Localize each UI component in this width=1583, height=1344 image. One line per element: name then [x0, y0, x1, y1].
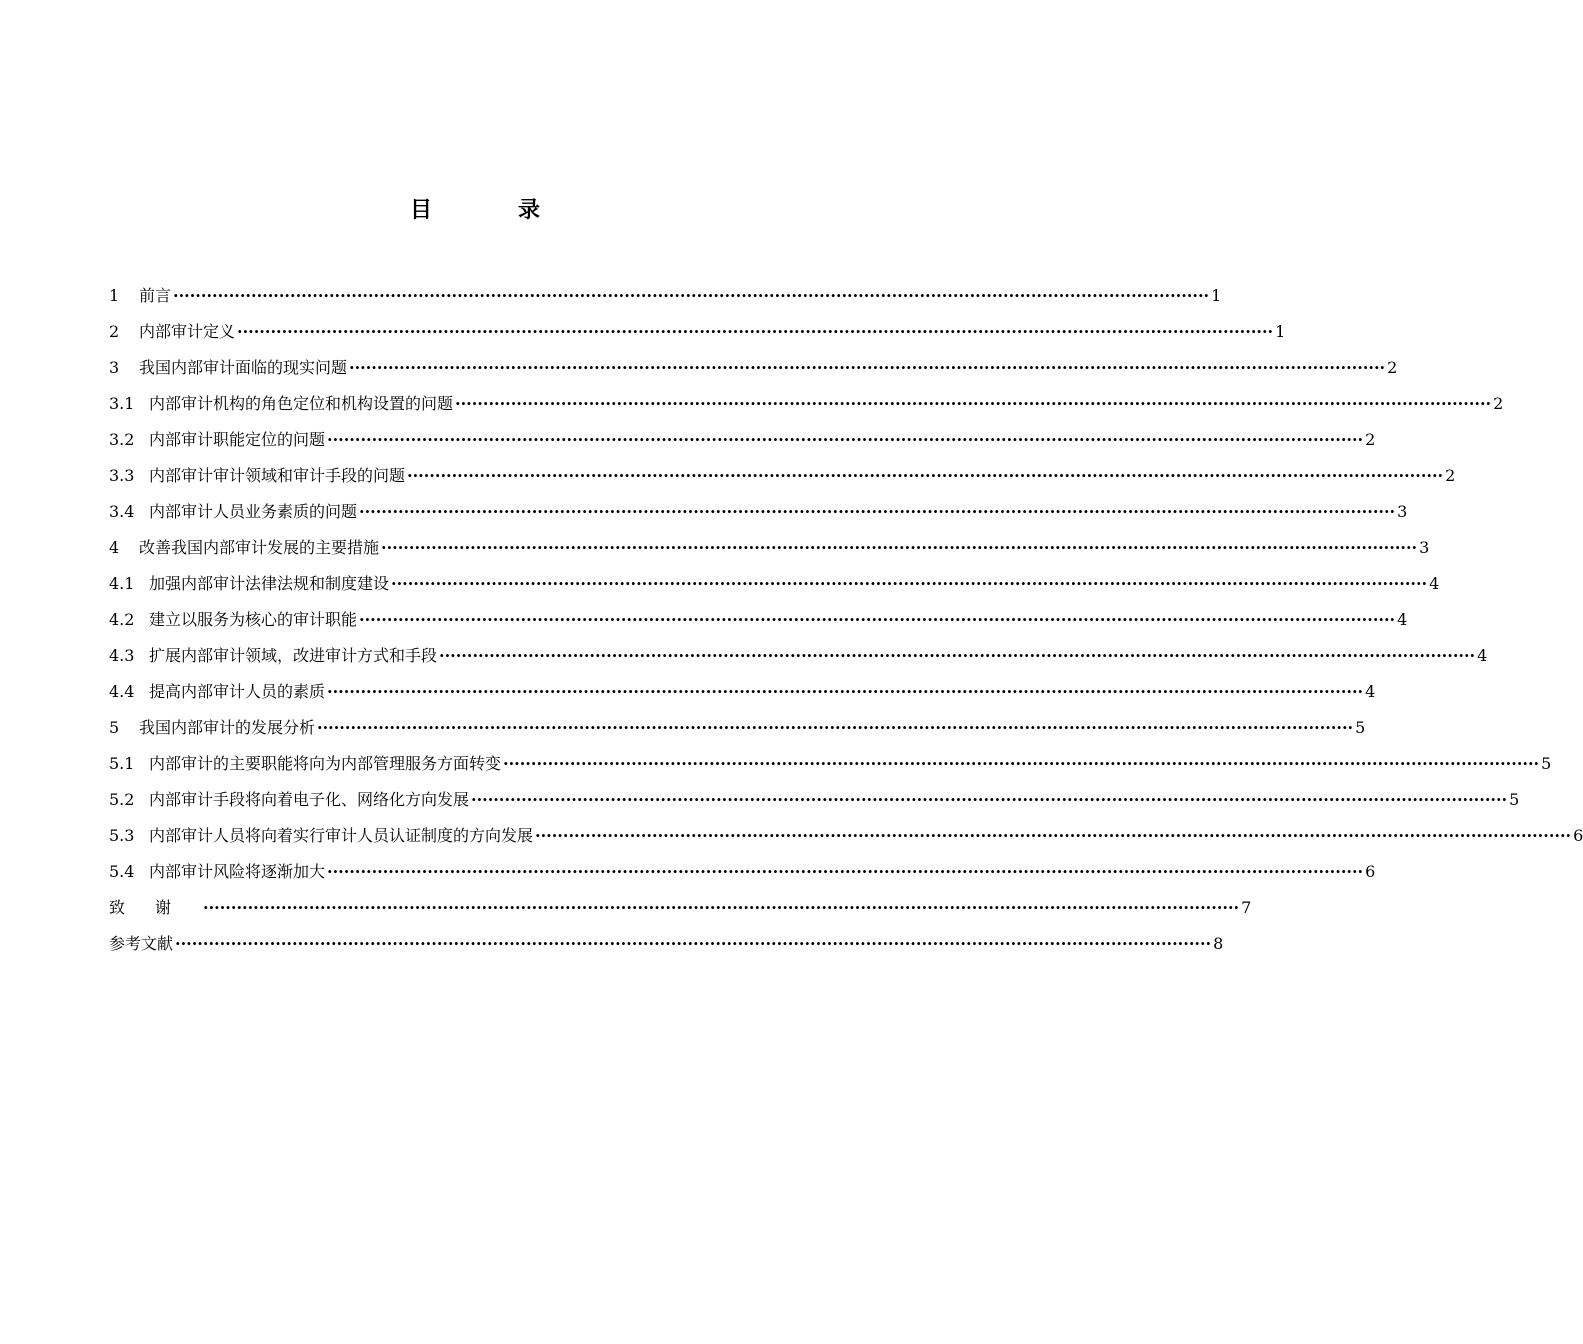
toc-entry-number: 3.2	[109, 430, 135, 449]
toc-entry-page: 4	[1429, 574, 1440, 593]
toc-entry-title: 内部审计定义	[139, 322, 236, 341]
toc-entry-page: 6	[1573, 826, 1583, 845]
toc-entry-number: 3.4	[109, 502, 135, 521]
table-of-contents	[109, 278, 1583, 962]
toc-entry-number: 5	[109, 718, 120, 737]
toc-entry-number: 5.3	[109, 826, 135, 845]
toc-entry[interactable]	[109, 710, 1366, 746]
toc-entry-page: 3	[1419, 538, 1430, 557]
toc-entry[interactable]	[109, 674, 1376, 710]
toc-entry[interactable]	[109, 314, 1286, 350]
toc-entry-number: 4	[109, 538, 120, 557]
toc-entry-number: 4.2	[109, 610, 135, 629]
toc-entry-number: 5.4	[109, 862, 135, 881]
toc-leader-dots	[237, 314, 1273, 350]
toc-entry[interactable]	[109, 494, 1408, 530]
toc-entry-page: 2	[1387, 358, 1398, 377]
toc-leader-dots	[349, 350, 1385, 386]
toc-leader-dots	[175, 926, 1211, 962]
toc-entry-title: 加强内部审计法律法规和制度建设	[149, 574, 390, 593]
toc-leader-dots	[471, 782, 1507, 818]
toc-entry-title: 我国内部审计面临的现实问题	[139, 358, 348, 377]
toc-leader-dots	[407, 458, 1443, 494]
toc-entry-title: 内部审计风险将逐渐加大	[149, 862, 326, 881]
toc-entry-title: 参考文献	[109, 934, 174, 953]
toc-entry-title: 内部审计审计领域和审计手段的问题	[149, 466, 406, 485]
toc-entry-number: 3	[109, 358, 120, 377]
toc-entry-page: 8	[1213, 934, 1224, 953]
toc-leader-dots	[439, 638, 1475, 674]
toc-entry-title: 内部审计手段将向着电子化、网络化方向发展	[149, 790, 470, 809]
toc-entry[interactable]	[109, 854, 1376, 890]
toc-leader-dots	[455, 386, 1491, 422]
toc-entry[interactable]	[109, 746, 1552, 782]
toc-entry-number: 5.2	[109, 790, 135, 809]
toc-entry-title: 建立以服务为核心的审计职能	[149, 610, 358, 629]
toc-leader-dots	[391, 566, 1427, 602]
toc-entry[interactable]	[109, 638, 1488, 674]
toc-entry[interactable]	[109, 458, 1456, 494]
toc-entry[interactable]	[109, 926, 1224, 962]
toc-entry-title: 前言	[139, 286, 172, 305]
toc-leader-dots	[503, 746, 1539, 782]
toc-entry-number: 5.1	[109, 754, 135, 773]
toc-entry-page: 4	[1397, 610, 1408, 629]
toc-entry-page: 3	[1397, 502, 1408, 521]
toc-leader-dots	[317, 710, 1353, 746]
toc-entry-page: 5	[1355, 718, 1366, 737]
toc-entry-title: 致谢	[109, 898, 202, 917]
toc-entry-page: 4	[1365, 682, 1376, 701]
toc-leader-dots	[327, 674, 1363, 710]
toc-entry[interactable]	[109, 386, 1504, 422]
toc-entry-title: 提高内部审计人员的素质	[149, 682, 326, 701]
toc-entry-title: 改善我国内部审计发展的主要措施	[139, 538, 380, 557]
toc-entry-page: 2	[1365, 430, 1376, 449]
toc-entry[interactable]	[109, 278, 1222, 314]
toc-leader-dots	[359, 602, 1395, 638]
toc-entry[interactable]	[109, 530, 1430, 566]
toc-entry[interactable]	[109, 782, 1520, 818]
toc-entry-title: 内部审计机构的角色定位和机构设置的问题	[149, 394, 454, 413]
toc-leader-dots	[173, 278, 1209, 314]
toc-entry[interactable]	[109, 818, 1583, 854]
toc-leader-dots	[381, 530, 1417, 566]
toc-entry-page: 5	[1541, 754, 1552, 773]
toc-entry-number: 2	[109, 322, 120, 341]
toc-entry-page: 5	[1509, 790, 1520, 809]
toc-leader-dots	[359, 494, 1395, 530]
toc-entry-title: 扩展内部审计领域，改进审计方式和手段	[149, 646, 438, 665]
toc-leader-dots	[327, 422, 1363, 458]
toc-entry-title: 内部审计人员将向着实行审计人员认证制度的方向发展	[149, 826, 534, 845]
toc-entry-page: 2	[1445, 466, 1456, 485]
toc-entry-page: 2	[1493, 394, 1504, 413]
toc-leader-dots	[327, 854, 1363, 890]
toc-entry-page: 7	[1241, 898, 1252, 917]
toc-entry[interactable]	[109, 890, 1252, 926]
toc-entry[interactable]	[109, 422, 1376, 458]
toc-entry-number: 4.3	[109, 646, 135, 665]
toc-entry-page: 1	[1211, 286, 1222, 305]
toc-entry-number: 4.4	[109, 682, 135, 701]
toc-entry-title: 内部审计职能定位的问题	[149, 430, 326, 449]
toc-entry-title: 内部审计人员业务素质的问题	[149, 502, 358, 521]
toc-entry-number: 1	[109, 286, 120, 305]
toc-leader-dots	[203, 890, 1239, 926]
toc-entry-number: 3.3	[109, 466, 135, 485]
toc-entry-page: 1	[1275, 322, 1286, 341]
toc-entry-title: 我国内部审计的发展分析	[139, 718, 316, 737]
toc-entry[interactable]	[109, 350, 1398, 386]
toc-entry-title: 内部审计的主要职能将向为内部管理服务方面转变	[149, 754, 502, 773]
page-title: 目 录	[409, 198, 572, 223]
toc-entry-number: 3.1	[109, 394, 135, 413]
toc-leader-dots	[535, 818, 1571, 854]
toc-entry[interactable]	[109, 566, 1440, 602]
toc-entry-page: 4	[1477, 646, 1488, 665]
toc-entry-number: 4.1	[109, 574, 135, 593]
toc-entry[interactable]	[109, 602, 1408, 638]
toc-entry-page: 6	[1365, 862, 1376, 881]
